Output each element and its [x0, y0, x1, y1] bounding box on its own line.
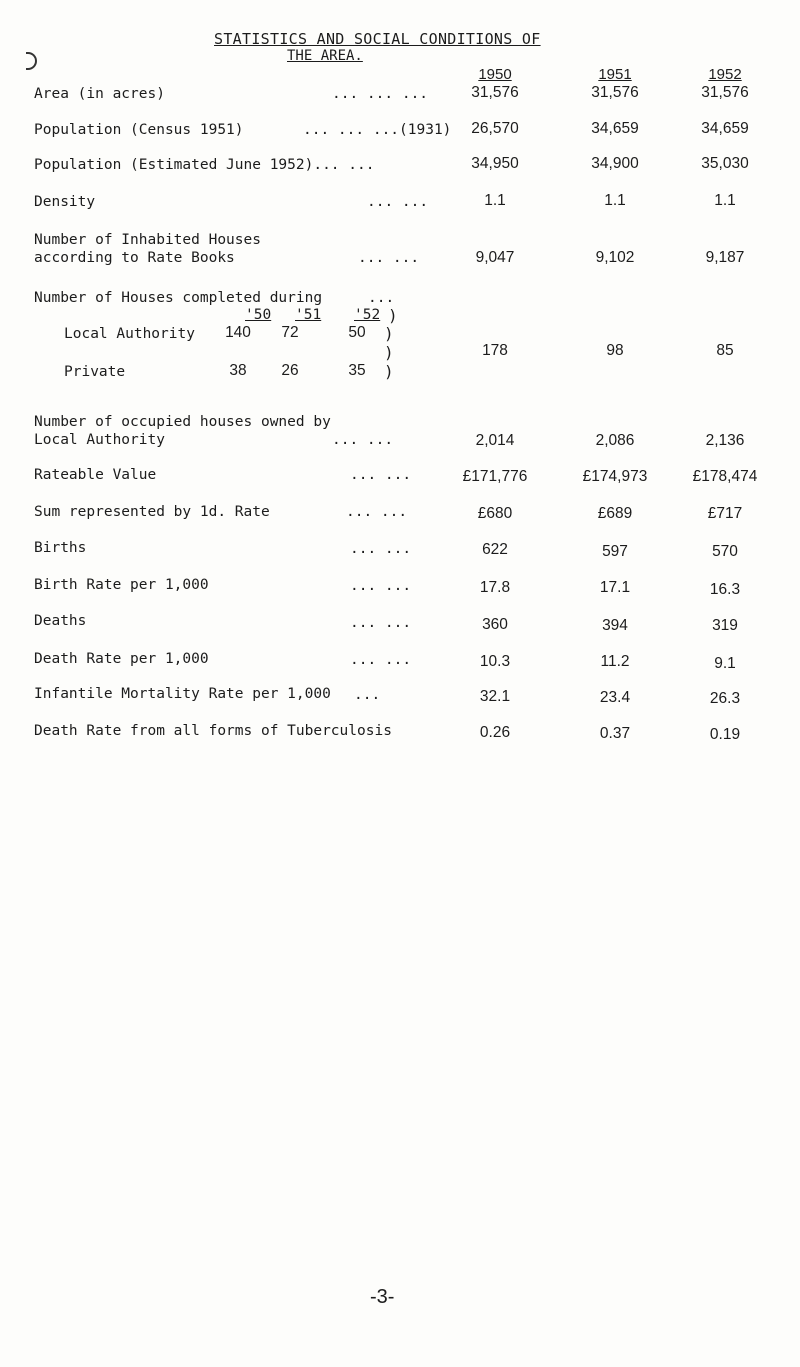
- year-header-1952: 1952: [708, 66, 742, 83]
- page-number: -3-: [370, 1286, 395, 1308]
- year-header-1950: 1950: [478, 66, 512, 83]
- year-header-1951: 1951: [598, 66, 632, 83]
- page-title: STATISTICS AND SOCIAL CONDITIONS OF: [214, 30, 541, 48]
- scan-mark: [26, 52, 37, 70]
- page-subtitle: THE AREA.: [287, 48, 363, 64]
